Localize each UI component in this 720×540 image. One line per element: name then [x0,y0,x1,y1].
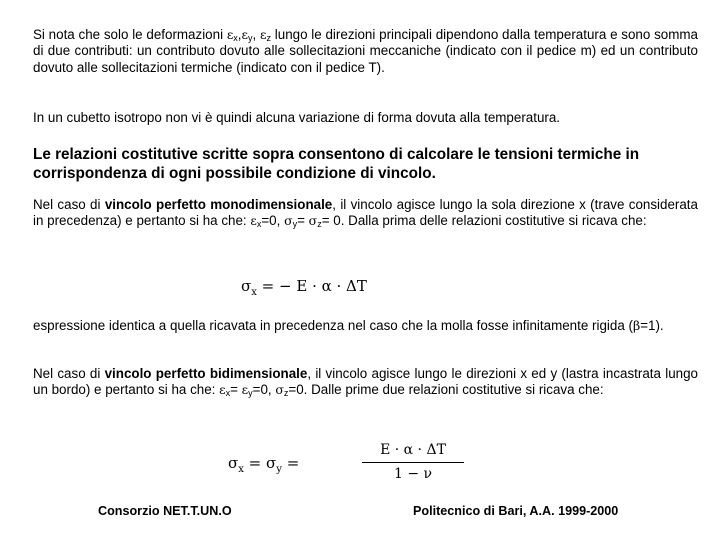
mono-constraint-paragraph: Nel caso di vincolo perfetto monodimensionale, il vincolo agisce lungo la sola direzione x (trave considerata in precedenza) e pertanto si ha che: $\varepsilon_x=0$, $\sigma_y= \sigma_z= 0$. Dalla prima delle relazioni costitutive si ricava che: [33,197,698,230]
fraction-bar [362,462,464,463]
thermal-stress-formula-2d-lhs: $\sigma_x = \sigma_y$ = [228,454,300,475]
isotropic-note: In un cubetto isotropo non vi è quindi alcuna variazione di forma dovuta alla temperatura. [33,110,561,125]
footer-left: Consorzio NET.T.UN.O [98,504,232,518]
fraction-numerator: E · α · ΔT [380,442,446,458]
bi-constraint-paragraph: Nel caso di vincolo perfetto bidimensionale, il vincolo agisce lungo le direzioni x ed y (lastra incastrata lungo un bordo) e pertanto si ha che: $\varepsilon_x= \varepsilon_y=0$, $\sigma_z=0$. Dalle prime due relazioni costitutive si ricava che: [33,366,698,399]
footer-right: Politecnico di Bari, A.A. 1999-2000 [413,504,619,518]
fraction-denominator: 1 − ν [393,466,433,482]
thermal-stress-formula-1d: $\sigma_x$ = − E · α · ΔT [241,277,367,298]
identity-remark: espressione identica a quella ricavata in precedenza nel caso che la molla fosse infinitamente rigida (β=1). [33,318,664,333]
intro-paragraph: Si nota che solo le deformazioni $\varepsilon_x,\varepsilon_y$, $\varepsilon_z$ lungo le direzioni principali dipendono dalla temperatura e sono somma di due contributi: un contributo dovuto alle sollecitazioni meccaniche (indicato con il pedice m) ed un contributo dovuto alle sollecitazioni termiche (indicato con il pedice T). [33,27,698,75]
section-heading: Le relazioni costitutive scritte sopra consentono di calcolare le tensioni termiche in corrispondenza di ogni possibile condizione di vincolo. [33,146,640,182]
thermal-stress-fraction [362,440,464,484]
